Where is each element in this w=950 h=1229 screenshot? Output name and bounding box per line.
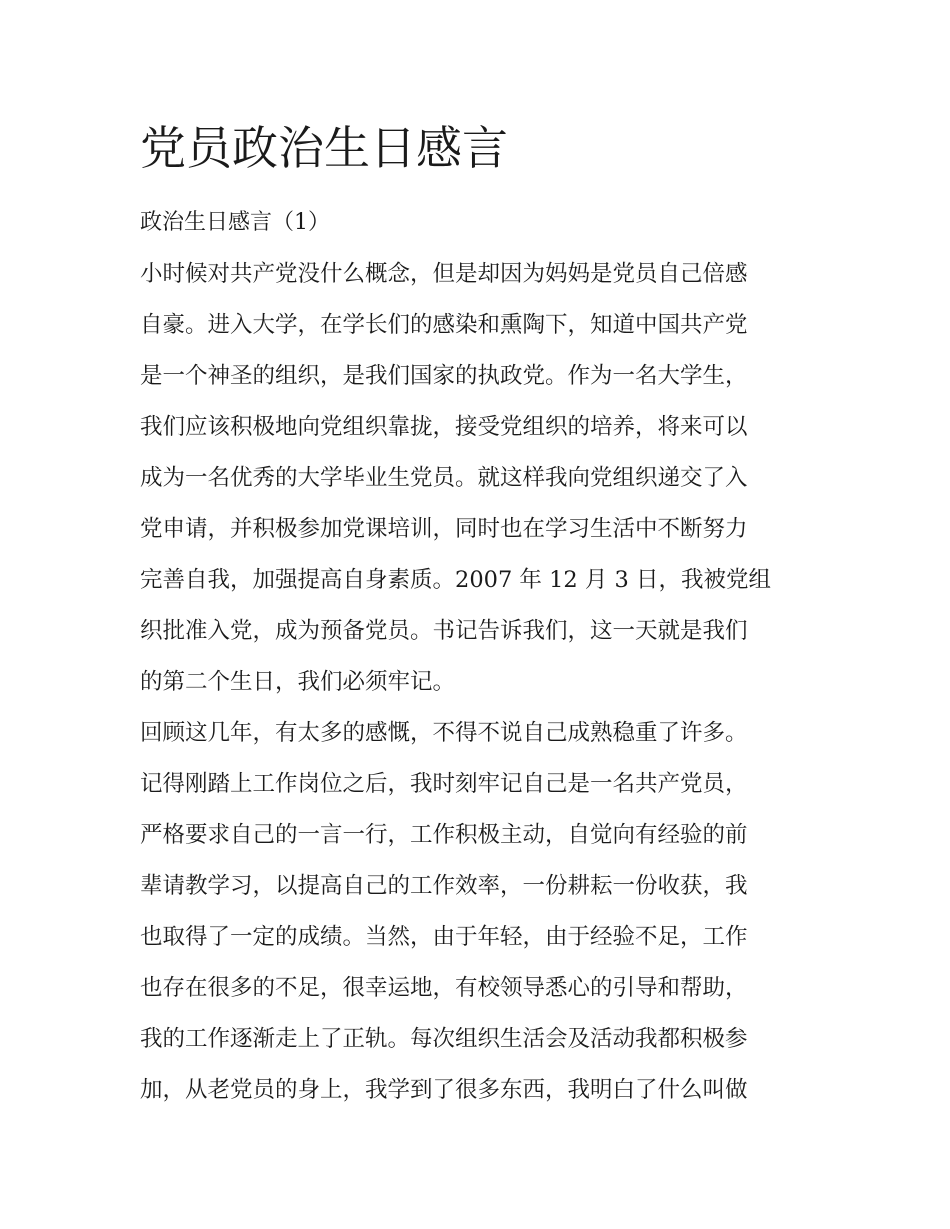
text-line: 也存在很多的不足，很幸运地，有校领导悉心的引导和帮助， <box>140 975 748 1001</box>
text-line: 的第二个生日，我们必须牢记。 <box>140 669 456 695</box>
text-line: 加，从老党员的身上，我学到了很多东西，我明白了什么叫做 <box>140 1077 748 1103</box>
text-line: 我们应该积极地向党组织靠拢，接受党组织的培养，将来可以 <box>140 414 748 440</box>
text-line: 记得刚踏上工作岗位之后，我时刻牢记自己是一名共产党员， <box>140 771 748 797</box>
text-line: 我的工作逐渐走上了正轨。每次组织生活会及活动我都积极参 <box>140 1026 748 1052</box>
text-line: 织批准入党，成为预备党员。书记告诉我们，这一天就是我们 <box>140 618 748 644</box>
text-line: 完善自我，加强提高自身素质。2007 年 12 月 3 日，我被党组 <box>140 567 771 593</box>
text-line: 是一个神圣的组织，是我们国家的执政党。作为一名大学生， <box>140 363 748 389</box>
text-line: 也取得了一定的成绩。当然，由于年轻，由于经验不足，工作 <box>140 924 748 950</box>
text-line: 回顾这几年，有太多的感慨，不得不说自己成熟稳重了许多。 <box>140 720 748 746</box>
section-heading: 政治生日感言（1） <box>140 210 330 235</box>
text-line: 自豪。进入大学，在学长们的感染和熏陶下，知道中国共产党 <box>140 312 748 338</box>
text-line: 党申请，并积极参加党课培训，同时也在学习生活中不断努力 <box>140 516 748 542</box>
text-line: 严格要求自己的一言一行，工作积极主动，自觉向有经验的前 <box>140 822 748 848</box>
body-text <box>140 253 820 1120</box>
text-line: 小时候对共产党没什么概念，但是却因为妈妈是党员自己倍感 <box>140 261 748 287</box>
text-line: 辈请教学习，以提高自己的工作效率，一份耕耘一份收获，我 <box>140 873 748 899</box>
document-title: 党员政治生日感言 <box>140 121 508 175</box>
text-line: 成为一名优秀的大学毕业生党员。就这样我向党组织递交了入 <box>140 465 748 491</box>
